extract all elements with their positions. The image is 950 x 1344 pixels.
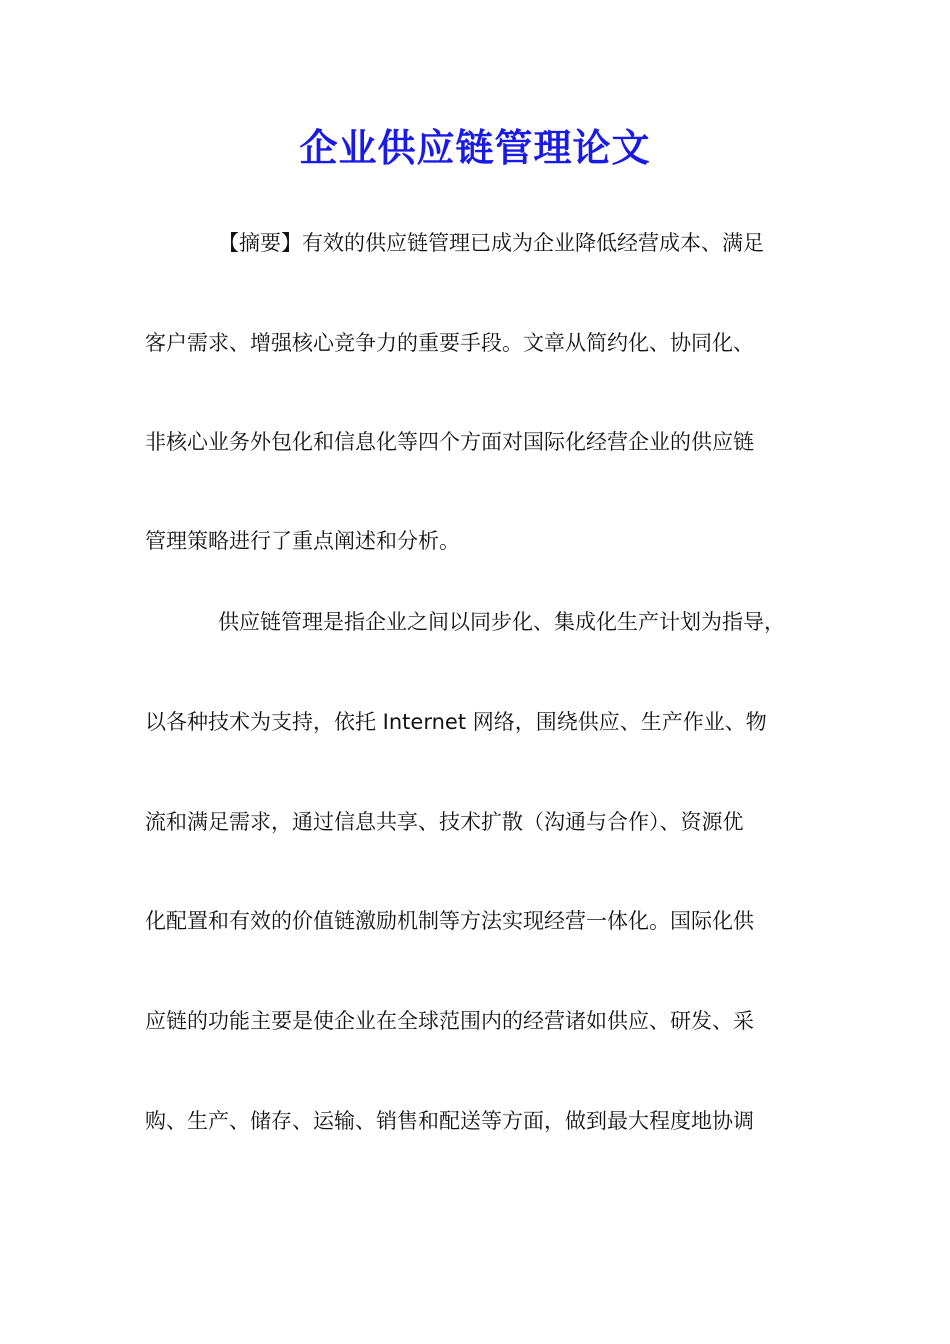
body-line-5: 应链的功能主要是使企业在全球范围内的经营诸如供应、研发、采 <box>145 1009 754 1033</box>
body-line-1: 供应链管理是指企业之间以同步化、集成化生产计划为指导， <box>218 610 785 634</box>
body-line-6: 购、生产、储存、运输、销售和配送等方面，做到最大程度地协调 <box>145 1109 754 1133</box>
abstract-line-4: 管理策略进行了重点阐述和分析。 <box>145 529 460 553</box>
abstract-line-1: 【摘要】有效的供应链管理已成为企业降低经营成本、满足 <box>218 231 764 255</box>
body-line-2: 以各种技术为支持，依托 Internet 网络，围绕供应、生产作业、物 <box>145 710 767 734</box>
body-line-4: 化配置和有效的价值链激励机制等方法实现经营一体化。国际化供 <box>145 909 754 933</box>
abstract-line-3: 非核心业务外包化和信息化等四个方面对国际化经营企业的供应链 <box>145 430 754 454</box>
document-title: 企业供应链管理论文 <box>299 125 651 170</box>
body-line-3: 流和满足需求，通过信息共享、技术扩散（沟通与合作）、资源优 <box>145 810 744 834</box>
abstract-line-2: 客户需求、增强核心竞争力的重要手段。文章从简约化、协同化、 <box>145 331 754 355</box>
